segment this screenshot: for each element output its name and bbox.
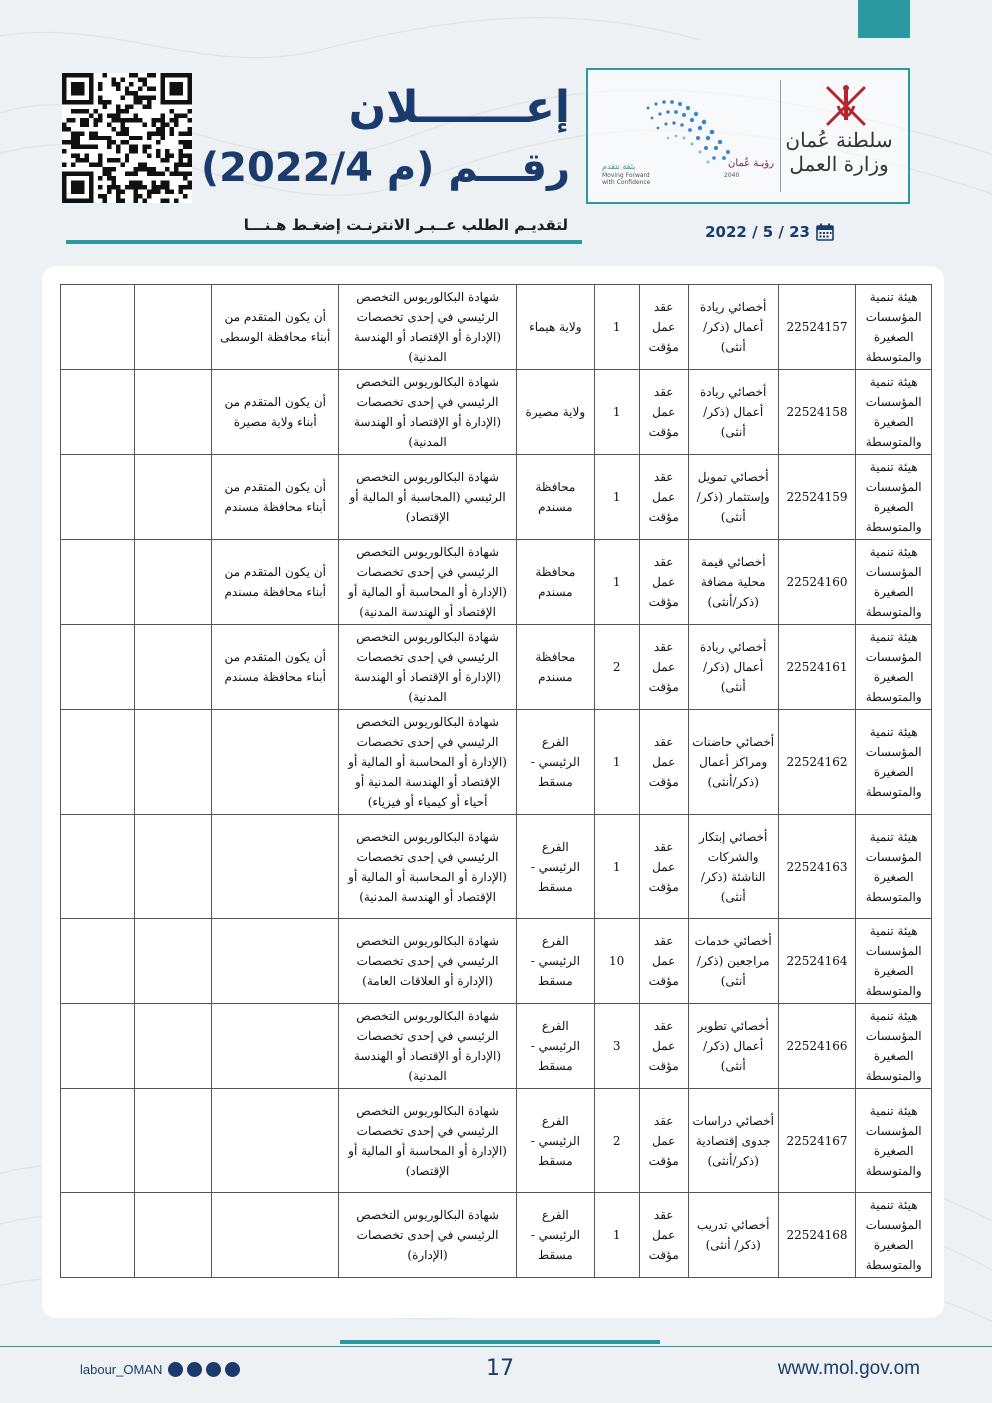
cell-code: 22524161	[778, 625, 856, 710]
cell-count: 1	[594, 370, 639, 455]
cell-count: 10	[594, 919, 639, 1004]
cell-count: 2	[594, 625, 639, 710]
twitter-icon[interactable]	[206, 1362, 221, 1377]
cell-entity: هيئة تنمية المؤسسات الصغيرة والمتوسطة	[856, 285, 932, 370]
cell-code: 22524160	[778, 540, 856, 625]
apply-underline	[66, 240, 582, 244]
cell-condition	[212, 710, 339, 815]
cell-qualification: شهادة البكالوريوس التخصص الرئيسي في إحدى تخصصات (الإدارة أو المحاسبة أو المالية أو الإقتصاد)	[339, 1089, 517, 1193]
cell-extra1	[134, 455, 212, 540]
instagram-icon[interactable]	[225, 1362, 240, 1377]
cell-location: الفرع الرئيسي - مسقط	[517, 1089, 595, 1193]
cell-code: 22524168	[778, 1193, 856, 1278]
logo-divider	[780, 80, 781, 192]
cell-extra1	[134, 1004, 212, 1089]
cell-job: أخصائي ريادة أعمال (ذكر/ أنثى)	[688, 370, 778, 455]
oman-emblem-icon	[818, 80, 874, 130]
cell-job: أخصائي دراسات جدوى إقتصادية (ذكر/أنثى)	[688, 1089, 778, 1193]
cell-extra1	[134, 1193, 212, 1278]
facebook-icon[interactable]	[168, 1362, 183, 1377]
cell-count: 1	[594, 710, 639, 815]
cell-location: الفرع الرئيسي - مسقط	[517, 1004, 595, 1089]
jobs-table-body	[61, 285, 932, 1278]
cell-extra2	[61, 455, 135, 540]
cell-contract: عقد عمل مؤقت	[639, 370, 688, 455]
cell-code: 22524158	[778, 370, 856, 455]
cell-contract: عقد عمل مؤقت	[639, 285, 688, 370]
table-row	[61, 1004, 932, 1089]
ministry-name	[784, 128, 894, 176]
cell-code: 22524159	[778, 455, 856, 540]
cell-condition	[212, 1193, 339, 1278]
announcement-date	[704, 220, 834, 244]
cell-extra1	[134, 919, 212, 1004]
cell-location: محافظة مسندم	[517, 455, 595, 540]
cell-entity: هيئة تنمية المؤسسات الصغيرة والمتوسطة	[856, 455, 932, 540]
cell-job: أخصائي قيمة محلية مضافة (ذكر/أنثى)	[688, 540, 778, 625]
announcement-title: إعـــــــلان	[348, 82, 570, 133]
cell-entity: هيئة تنمية المؤسسات الصغيرة والمتوسطة	[856, 1004, 932, 1089]
cell-contract: عقد عمل مؤقت	[639, 710, 688, 815]
cell-extra2	[61, 370, 135, 455]
cell-count: 2	[594, 1089, 639, 1193]
cell-contract: عقد عمل مؤقت	[639, 625, 688, 710]
cell-job: أخصائي ريادة أعمال (ذكر/ أنثى)	[688, 625, 778, 710]
table-row	[61, 625, 932, 710]
cell-count: 1	[594, 1193, 639, 1278]
cell-location: ولاية مصيرة	[517, 370, 595, 455]
cell-entity: هيئة تنمية المؤسسات الصغيرة والمتوسطة	[856, 540, 932, 625]
cell-qualification: شهادة البكالوريوس التخصص الرئيسي في إحدى تخصصات (الإدارة أو الإقتصاد أو الهندسة المدنية)	[339, 1004, 517, 1089]
cell-qualification: شهادة البكالوريوس التخصص الرئيسي في إحدى تخصصات (الإدارة أو المحاسبة أو المالية أو الإقتصاد أو الهندسة المدنية)	[339, 540, 517, 625]
cell-extra1	[134, 540, 212, 625]
cell-extra1	[134, 370, 212, 455]
cell-extra1	[134, 1089, 212, 1193]
cell-contract: عقد عمل مؤقت	[639, 1004, 688, 1089]
cell-entity: هيئة تنمية المؤسسات الصغيرة والمتوسطة	[856, 1193, 932, 1278]
moving-forward-ar: بثقة نتقدم	[602, 162, 636, 171]
cell-contract: عقد عمل مؤقت	[639, 1193, 688, 1278]
cell-extra2	[61, 1004, 135, 1089]
announcement-number: رقـــم (م 2022/4)	[200, 145, 570, 191]
cell-extra2	[61, 1089, 135, 1193]
cell-condition: أن يكون المتقدم من أبناء ولاية مصيرة	[212, 370, 339, 455]
cell-condition	[212, 919, 339, 1004]
cell-contract: عقد عمل مؤقت	[639, 540, 688, 625]
cell-entity: هيئة تنمية المؤسسات الصغيرة والمتوسطة	[856, 1089, 932, 1193]
cell-job: أخصائي إبتكار والشركات الناشئة (ذكر/ أنثى)	[688, 815, 778, 919]
cell-contract: عقد عمل مؤقت	[639, 455, 688, 540]
table-row	[61, 815, 932, 919]
jobs-table	[60, 284, 932, 1278]
cell-entity: هيئة تنمية المؤسسات الصغيرة والمتوسطة	[856, 370, 932, 455]
cell-qualification: شهادة البكالوريوس التخصص الرئيسي في إحدى تخصصات (الإدارة أو الإقتصاد أو الهندسة المدنية)	[339, 625, 517, 710]
cell-extra2	[61, 1193, 135, 1278]
cell-location: ولاية هيماء	[517, 285, 595, 370]
cell-qualification: شهادة البكالوريوس التخصص الرئيسي (المحاسبة أو المالية أو الإقتصاد)	[339, 455, 517, 540]
table-row	[61, 1089, 932, 1193]
cell-location: الفرع الرئيسي - مسقط	[517, 815, 595, 919]
cell-extra1	[134, 815, 212, 919]
cell-entity: هيئة تنمية المؤسسات الصغيرة والمتوسطة	[856, 919, 932, 1004]
cell-condition: أن يكون المتقدم من أبناء محافظة مسندم	[212, 540, 339, 625]
apply-online-link[interactable]: لتقديـم الطلب عــبـر الانترنـت إضغـط هـنـــا	[243, 216, 568, 234]
cell-code: 22524166	[778, 1004, 856, 1089]
social-links	[80, 1362, 240, 1377]
cell-count: 3	[594, 1004, 639, 1089]
cell-code: 22524164	[778, 919, 856, 1004]
cell-qualification: شهادة البكالوريوس التخصص الرئيسي في إحدى تخصصات (الإدارة أو العلاقات العامة)	[339, 919, 517, 1004]
ministry-header-box	[586, 68, 910, 204]
table-row	[61, 540, 932, 625]
table-row	[61, 370, 932, 455]
cell-condition: أن يكون المتقدم من أبناء محافظة مسندم	[212, 455, 339, 540]
cell-entity: هيئة تنمية المؤسسات الصغيرة والمتوسطة	[856, 815, 932, 919]
cell-location: الفرع الرئيسي - مسقط	[517, 919, 595, 1004]
cell-extra2	[61, 815, 135, 919]
cell-code: 22524163	[778, 815, 856, 919]
top-accent-bar	[858, 0, 910, 38]
cell-code: 22524157	[778, 285, 856, 370]
cell-location: محافظة مسندم	[517, 625, 595, 710]
jobs-table-card	[42, 266, 944, 1318]
table-row	[61, 1193, 932, 1278]
cell-condition	[212, 1004, 339, 1089]
page-number: 17	[486, 1356, 514, 1381]
table-row	[61, 285, 932, 370]
cell-extra2	[61, 625, 135, 710]
cell-job: أخصائي ريادة أعمال (ذكر/ أنثى)	[688, 285, 778, 370]
cell-extra1	[134, 625, 212, 710]
cell-code: 22524167	[778, 1089, 856, 1193]
qr-code-icon[interactable]	[62, 73, 192, 203]
footer-accent-bar	[340, 1340, 660, 1344]
cell-location: محافظة مسندم	[517, 540, 595, 625]
cell-extra2	[61, 919, 135, 1004]
cell-extra2	[61, 285, 135, 370]
cell-qualification: شهادة البكالوريوس التخصص الرئيسي في إحدى تخصصات (الإدارة أو المحاسبة أو المالية أو الإقتصاد أو الهندسة المدنية أو أحياء أو كيمياء أو فيزياء)	[339, 710, 517, 815]
cell-qualification: شهادة البكالوريوس التخصص الرئيسي في إحدى تخصصات (الإدارة أو الإقتصاد أو الهندسة المدنية)	[339, 370, 517, 455]
cell-contract: عقد عمل مؤقت	[639, 815, 688, 919]
cell-count: 1	[594, 285, 639, 370]
date-text: 2022 / 5 / 23	[705, 223, 810, 241]
cell-code: 22524162	[778, 710, 856, 815]
cell-entity: هيئة تنمية المؤسسات الصغيرة والمتوسطة	[856, 625, 932, 710]
calendar-icon	[816, 223, 834, 241]
moving-en-line-1: Moving Forward	[602, 172, 650, 179]
cell-job: أخصائي تدريب (ذكر/ أنثى)	[688, 1193, 778, 1278]
cell-location: الفرع الرئيسي - مسقط	[517, 710, 595, 815]
footer-divider	[0, 1346, 992, 1347]
cell-extra1	[134, 710, 212, 815]
cell-contract: عقد عمل مؤقت	[639, 1089, 688, 1193]
cell-extra2	[61, 710, 135, 815]
table-row	[61, 710, 932, 815]
youtube-icon[interactable]	[187, 1362, 202, 1377]
moving-forward-en	[602, 172, 650, 186]
cell-job: أخصائي تمويل وإستثمار (ذكر/أنثى)	[688, 455, 778, 540]
cell-extra2	[61, 540, 135, 625]
cell-count: 1	[594, 540, 639, 625]
vision-year: 2040	[724, 172, 740, 179]
cell-entity: هيئة تنمية المؤسسات الصغيرة والمتوسطة	[856, 710, 932, 815]
cell-location: الفرع الرئيسي - مسقط	[517, 1193, 595, 1278]
cell-job: أخصائي خدمات مراجعين (ذكر/أنثى)	[688, 919, 778, 1004]
cell-count: 1	[594, 815, 639, 919]
cell-count: 1	[594, 455, 639, 540]
website-link[interactable]: www.mol.gov.om	[777, 1358, 920, 1379]
cell-extra1	[134, 285, 212, 370]
table-row	[61, 455, 932, 540]
cell-qualification: شهادة البكالوريوس التخصص الرئيسي في إحدى تخصصات (الإدارة أو المحاسبة أو المالية أو الإقتصاد أو الهندسة المدنية)	[339, 815, 517, 919]
cell-condition	[212, 815, 339, 919]
moving-en-line-2: with Confidence	[602, 179, 651, 186]
cell-condition	[212, 1089, 339, 1193]
ministry-line-2: وزارة العمل	[789, 152, 889, 176]
cell-contract: عقد عمل مؤقت	[639, 919, 688, 1004]
table-row	[61, 919, 932, 1004]
cell-condition: أن يكون المتقدم من أبناء محافظة مسندم	[212, 625, 339, 710]
cell-job: أخصائي حاضنات ومراكز أعمال (ذكر/أنثى)	[688, 710, 778, 815]
cell-condition: أن يكون المتقدم من أبناء محافظة الوسطى	[212, 285, 339, 370]
ministry-line-1: سلطنة عُمان	[785, 128, 893, 152]
cell-qualification: شهادة البكالوريوس التخصص الرئيسي في إحدى تخصصات (الإدارة)	[339, 1193, 517, 1278]
social-handle: labour_OMAN	[80, 1362, 163, 1377]
cell-qualification: شهادة البكالوريوس التخصص الرئيسي في إحدى تخصصات (الإدارة أو الإقتصاد أو الهندسة المدنية)	[339, 285, 517, 370]
vision-text: رؤيـة عُمان	[728, 158, 775, 169]
cell-job: أخصائي تطوير أعمال (ذكر/أنثى)	[688, 1004, 778, 1089]
